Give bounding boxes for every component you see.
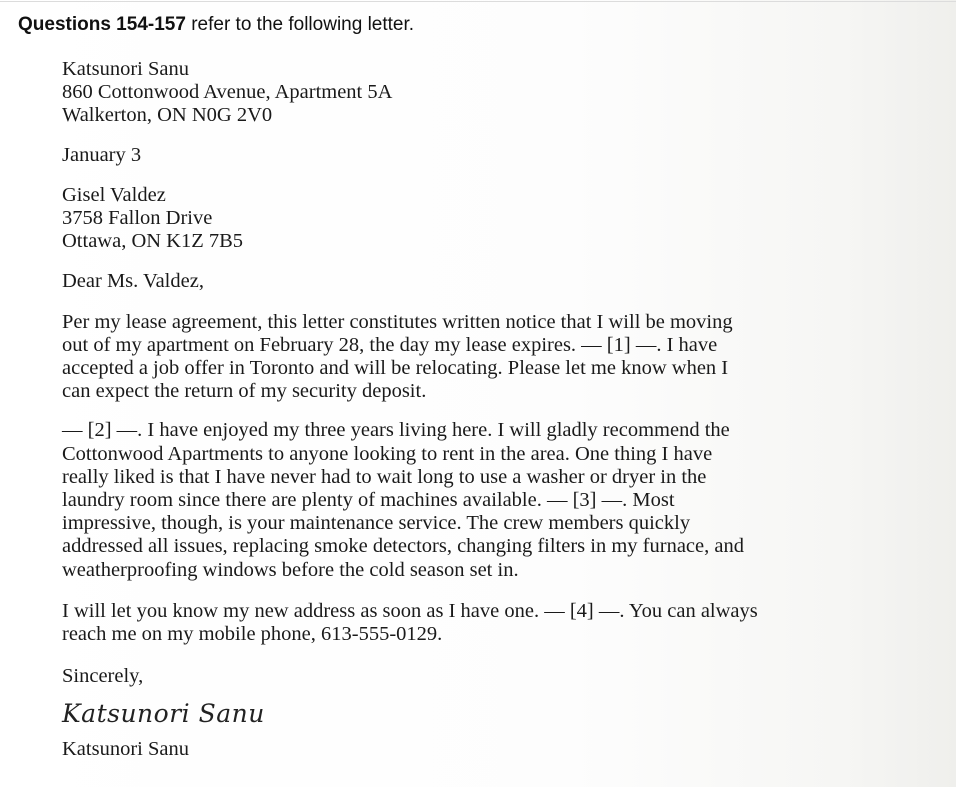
paragraph-line: weatherproofing windows before the cold season set in. (62, 558, 519, 581)
paragraph-line: out of my apartment on February 28, the day my lease expires. — [1] —. I have (62, 333, 718, 356)
sender-name: Katsunori Sanu (62, 58, 189, 80)
question-instruction: refer to the following letter. (185, 14, 415, 35)
paragraph-3 (62, 600, 932, 646)
paragraph-line: — [2] —. I have enjoyed my three years living here. I will gladly recommend the (62, 419, 730, 442)
paragraph-line: impressive, though, is your maintenance service. The crew members quickly (62, 512, 691, 535)
question-heading (18, 14, 414, 36)
handwritten-signature: Katsunori Sanu (62, 699, 265, 729)
paragraph-line: I will let you know my new address as soon as I have one. — [4] —. You can always (62, 599, 758, 622)
paragraph-line: addressed all issues, replacing smoke detectors, changing filters in my furnace, and (62, 535, 744, 558)
sender-city: Walkerton, ON N0G 2V0 (62, 104, 273, 127)
paragraph-line: reach me on my mobile phone, 613-555-0129. (62, 623, 443, 646)
salutation: Dear Ms. Valdez, (62, 270, 204, 293)
paragraph-2 (62, 419, 932, 581)
closing: Sincerely, (62, 665, 144, 688)
letter-body (62, 58, 932, 762)
paragraph-line: Cottonwood Apartments to anyone looking to rent in the area. One thing I have (62, 442, 713, 465)
recipient-street: 3758 Fallon Drive (62, 207, 213, 230)
paragraph-line: laundry room since there are plenty of machines available. — [3] —. Most (62, 489, 675, 512)
paragraph-line: Per my lease agreement, this letter constitutes written notice that I will be moving (62, 310, 733, 333)
paragraph-line: accepted a job offer in Toronto and will be relocating. Please let me know when I (62, 357, 729, 380)
question-range: Questions 154-157 (18, 14, 186, 35)
paragraph-1 (62, 311, 932, 404)
paragraph-line: can expect the return of my security deposit. (62, 380, 427, 403)
recipient-address (62, 184, 932, 254)
sender-street: 860 Cottonwood Avenue, Apartment 5A (62, 81, 393, 104)
signed-name: Katsunori Sanu (62, 738, 189, 761)
letter-date: January 3 (62, 143, 142, 166)
sender-address (62, 58, 932, 128)
top-divider (0, 1, 956, 2)
recipient-name: Gisel Valdez (62, 183, 166, 206)
paragraph-line: really liked is that I have never had to wait long to use a washer or dryer in the (62, 465, 707, 488)
recipient-city: Ottawa, ON K1Z 7B5 (62, 230, 244, 253)
